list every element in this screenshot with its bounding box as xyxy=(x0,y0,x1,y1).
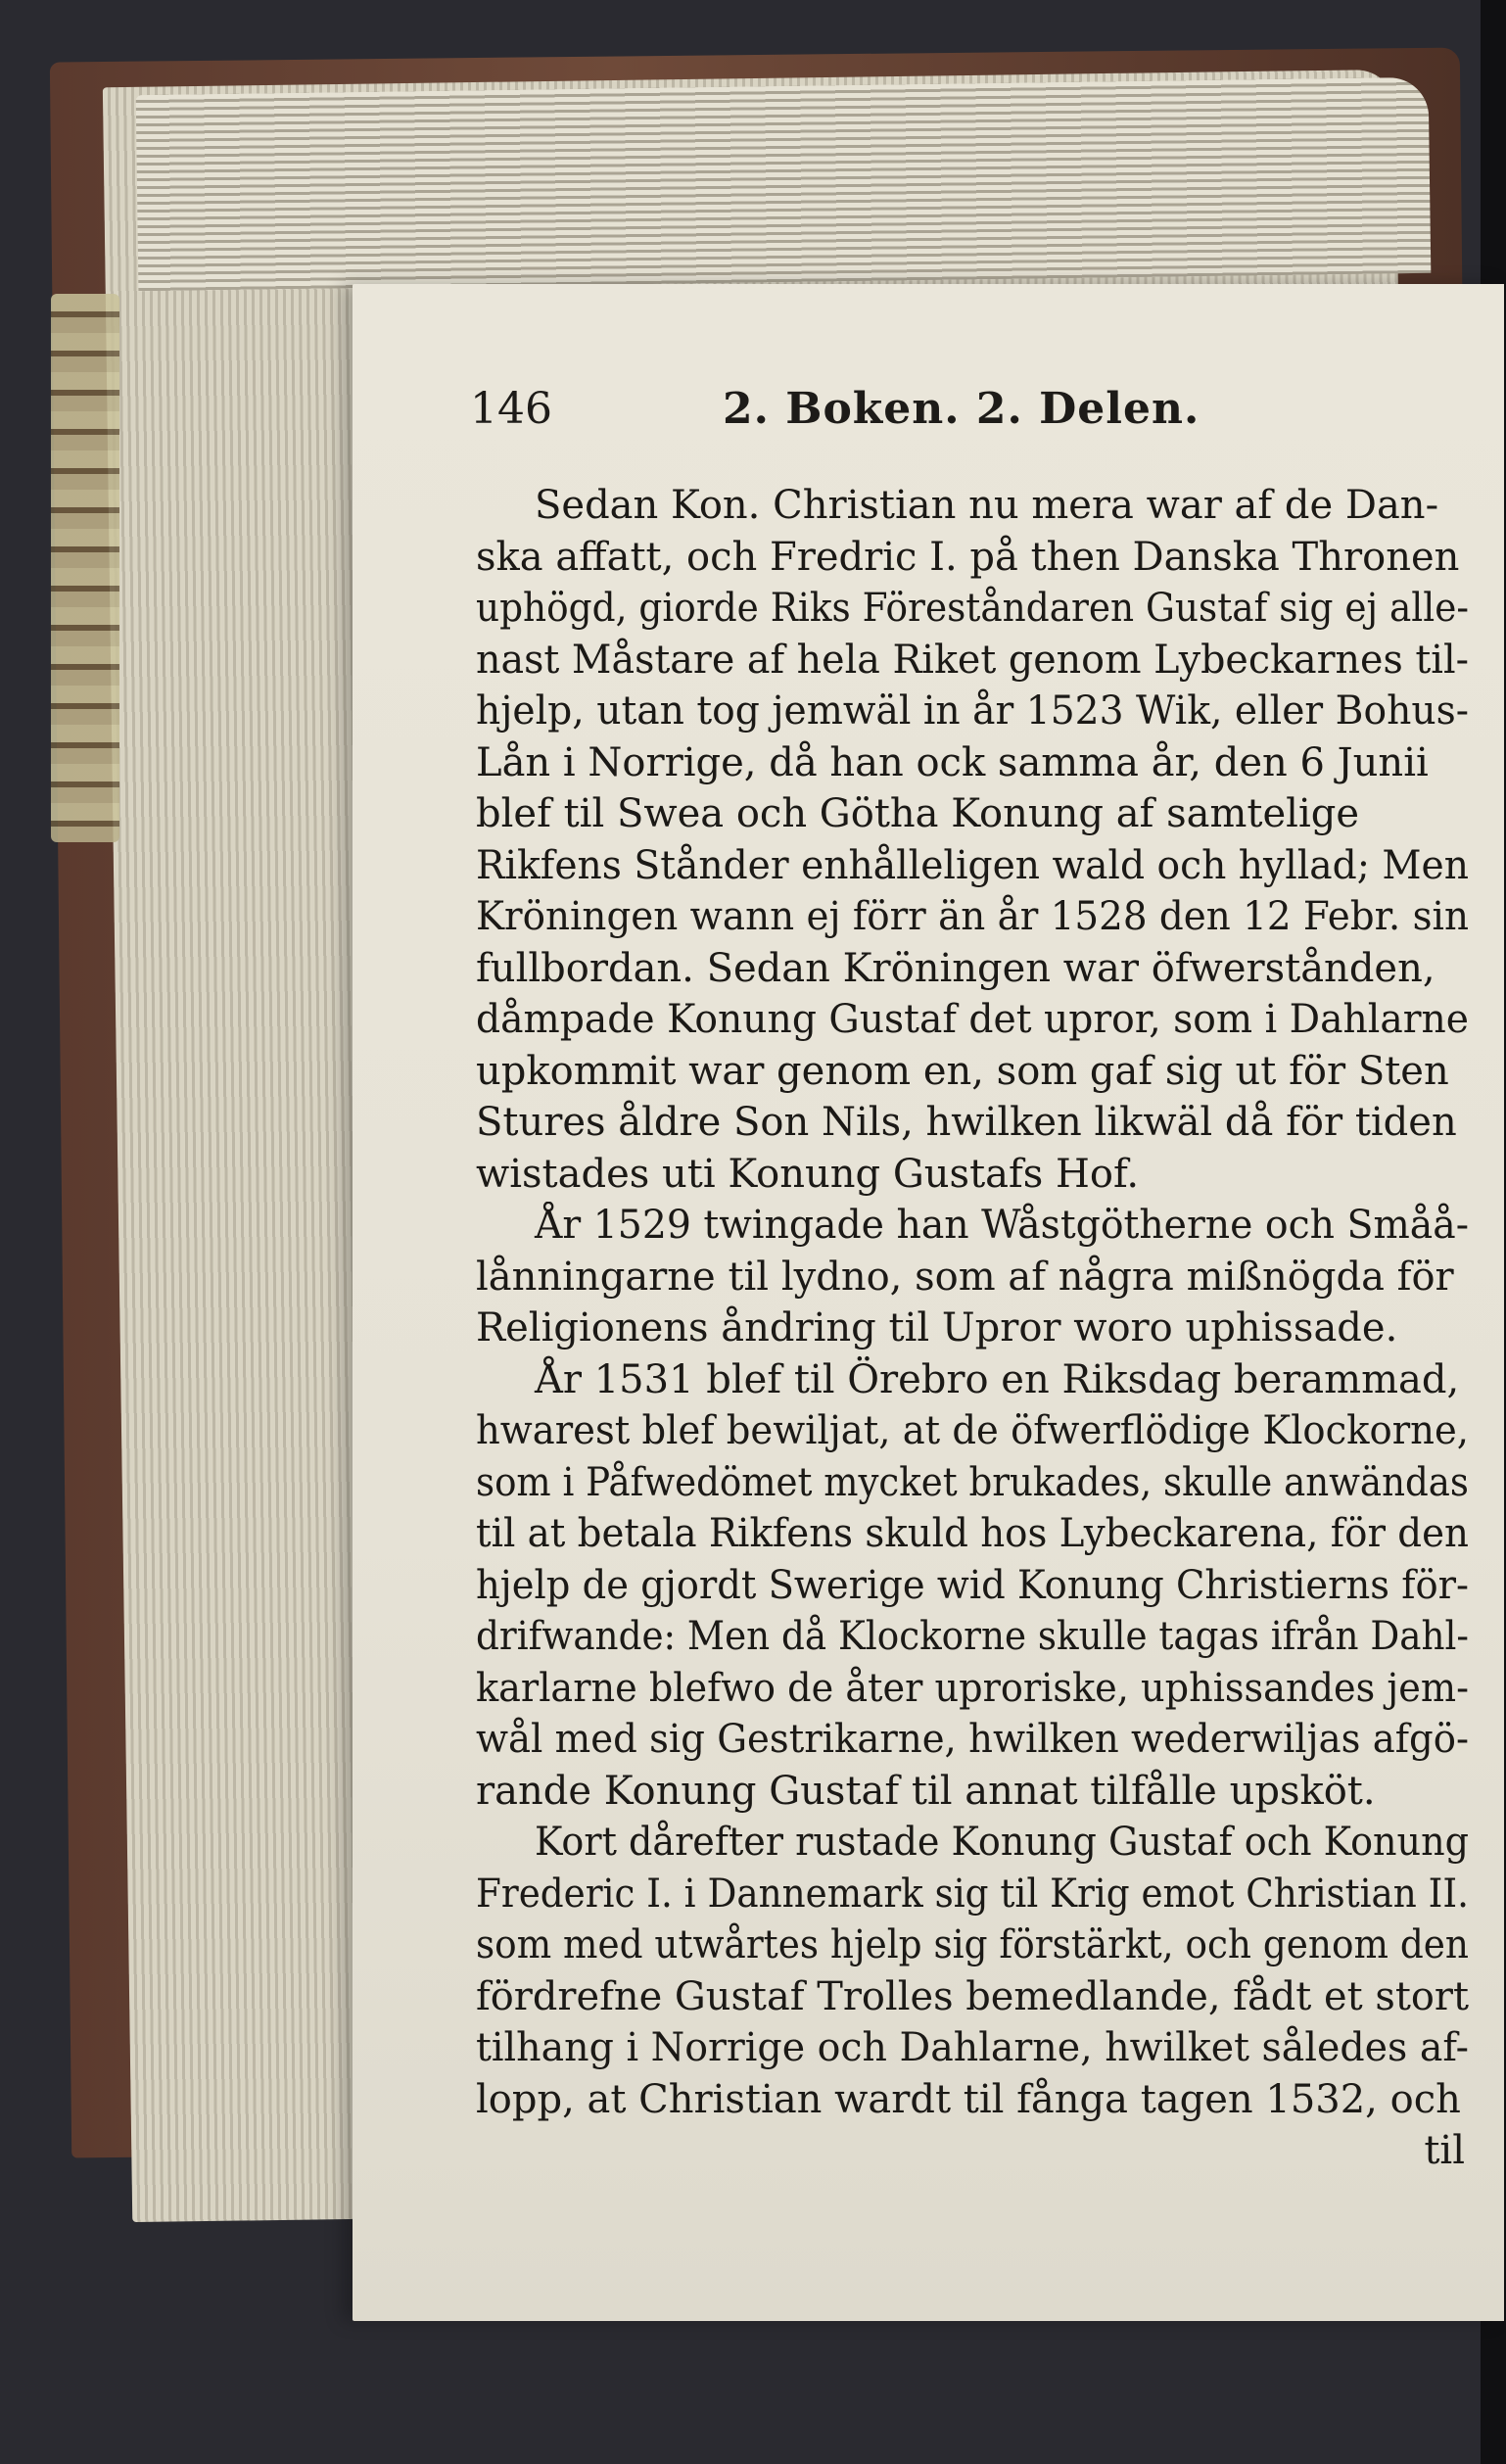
text-line: til at betala Rikfens skuld hos Lybeckarena, för den xyxy=(476,1511,1469,1556)
text-line: som med utwårtes hjelp sig förstärkt, och genom den xyxy=(476,1922,1469,1967)
text-line: tilhang i Norrige och Dahlarne, hwilket således af- xyxy=(476,2025,1469,2070)
text-line: Religionens åndring til Upror woro uphissade. xyxy=(476,1305,1398,1350)
text-line: fördrefne Gustaf Trolles bemedlande, fådt et stort xyxy=(476,1973,1469,2019)
text-line: Stures åldre Son Nils, hwilken likwäl då för tiden xyxy=(476,1100,1457,1145)
text-line: uphögd, giorde Riks Föreståndaren Gustaf sig ej alle- xyxy=(476,586,1469,631)
text-line: drifwande: Men då Klockorne skulle tagas ifrån Dahl- xyxy=(476,1614,1469,1659)
body-text xyxy=(476,480,1475,2177)
text-line: nast Måstare af hela Riket genom Lybeckarnes til- xyxy=(476,637,1469,683)
text-line: upkommit war genom en, som gaf sig ut för Sten xyxy=(476,1048,1449,1094)
spine-binding xyxy=(51,294,119,842)
text-line: Kröningen wann ej förr än år 1528 den 12 Febr. sin xyxy=(476,894,1469,939)
text-line: hjelp de gjordt Swerige wid Konung Christierns för- xyxy=(476,1562,1469,1608)
page-top-edges xyxy=(136,77,1432,291)
text-line: hjelp, utan tog jemwäl in år 1523 Wik, eller Bohus- xyxy=(476,688,1469,734)
text-line: wistades uti Konung Gustafs Hof. xyxy=(476,1151,1140,1197)
text-line: fullbordan. Sedan Kröningen war öfwerstånden, xyxy=(476,945,1435,991)
text-line: ska affatt, och Fredric I. på then Danska Thronen xyxy=(476,534,1460,580)
text-line: lånningarne til lydno, som af några mißnögda för xyxy=(476,1254,1454,1300)
text-line: År 1529 twingade han Wåstgötherne och Småå- xyxy=(535,1203,1469,1248)
page-number: 146 xyxy=(470,384,552,434)
text-line: wål med sig Gestrikarne, hwilken wederwiljas afgö- xyxy=(476,1717,1469,1762)
text-line: Rikfens Stånder enhålleligen wald och hyllad; Men xyxy=(476,842,1469,888)
running-head: 2. Boken. 2. Delen. xyxy=(723,384,1200,434)
text-line: rande Konung Gustaf til annat tilfålle upsköt. xyxy=(476,1768,1376,1814)
text-line: blef til Swea och Götha Konung af samtelige xyxy=(476,791,1360,836)
text-line: som i Påfwedömet mycket brukades, skulle anwändas xyxy=(476,1459,1469,1505)
text-line: karlarne blefwo de åter uproriske, uphissandes jem- xyxy=(476,1665,1469,1711)
text-line: Sedan Kon. Christian nu mera war af de Dan- xyxy=(535,483,1439,528)
text-line: Kort dårefter rustade Konung Gustaf och Konung xyxy=(535,1820,1469,1865)
text-line: lopp, at Christian wardt til fånga tagen 1532, och xyxy=(476,2076,1461,2122)
text-line: dåmpade Konung Gustaf det upror, som i Dahlarne xyxy=(476,997,1469,1042)
page-header xyxy=(470,384,1449,443)
text-line: Frederic I. i Dannemark sig til Krig emot Christian II. xyxy=(476,1871,1469,1917)
text-line: Lån i Norrige, då han ock samma år, den 6 Junii xyxy=(476,739,1429,785)
text-line: hwarest blef bewiljat, at de öfwerflödige Klockorne, xyxy=(476,1408,1469,1453)
catchword: til xyxy=(1424,2128,1465,2173)
text-line: År 1531 blef til Örebro en Riksdag berammad, xyxy=(535,1356,1460,1402)
